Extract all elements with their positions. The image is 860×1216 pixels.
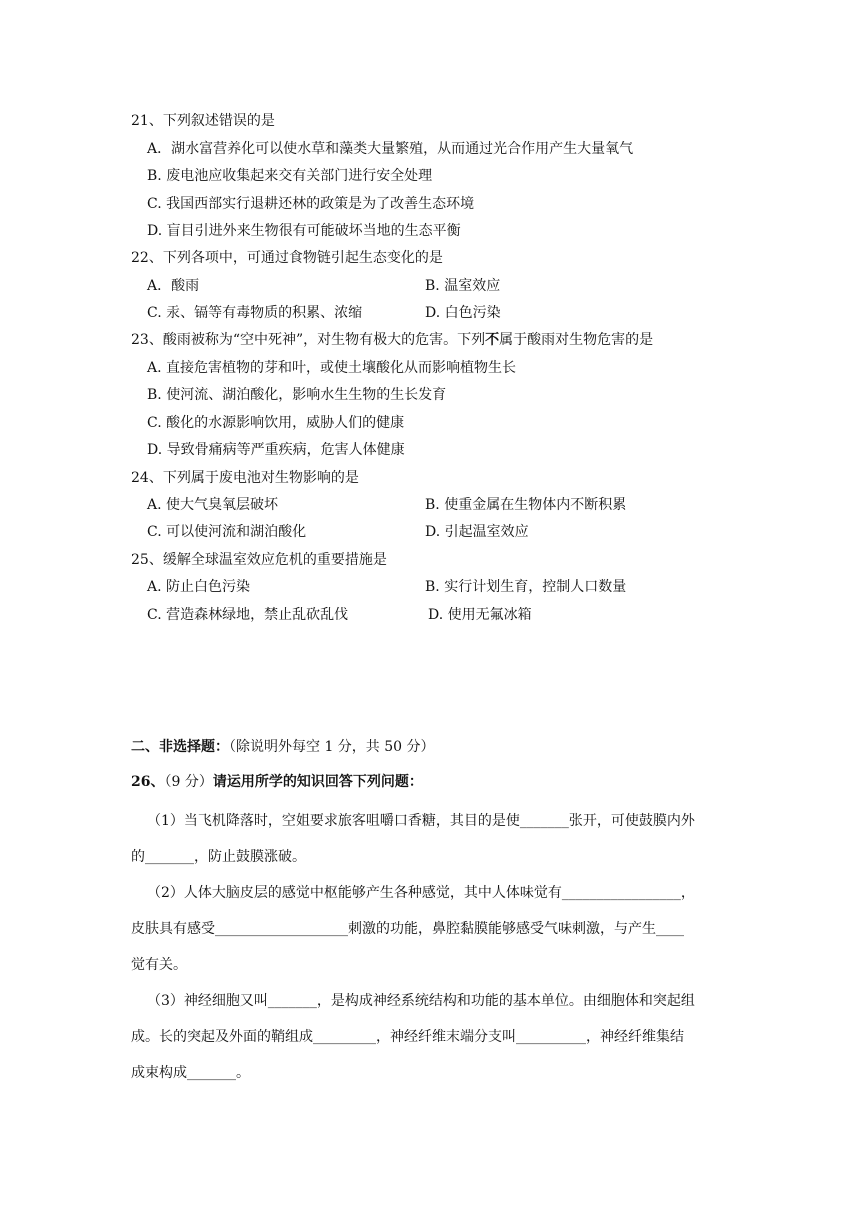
q26-part3-line1: （3）神经细胞又叫_______，是构成神经系统结构和功能的基本单位。由细胞体和突起组 (147, 993, 695, 1009)
q25-option-d: D. 使用无氟冰箱 (428, 607, 532, 623)
q26-part1-line1: （1）当飞机降落时，空姐要求旅客咀嚼口香糖，其目的是使_______张开，可使鼓膜内外 (147, 813, 695, 829)
q21-option-c: C. 我国西部实行退耕还林的政策是为了改善生态环境 (147, 196, 475, 212)
q22-option-d: D. 白色污染 (425, 305, 501, 321)
q21-stem: 21、下列叙述错误的是 (131, 113, 275, 129)
q23-stem (131, 331, 653, 349)
q21-option-b: B. 废电池应收集起来交有关部门进行安全处理 (147, 168, 433, 184)
q26-points: （9 分） (164, 774, 213, 790)
q25-stem: 25、缓解全球温室效应危机的重要措施是 (131, 552, 387, 568)
q22-option-b: B. 温室效应 (425, 278, 501, 294)
q26-part2-line1: （2）人体大脑皮层的感觉中枢能够产生各种感觉，其中人体味觉有_________________， (147, 885, 695, 901)
q25-option-c: C. 营造森林绿地，禁止乱砍乱伐 (147, 607, 349, 623)
q26-part3-line2: 成。长的突起及外面的鞘组成_________，神经纤维末端分支叫__________，神经纤维集结 (131, 1029, 684, 1045)
q24-option-d: D. 引起温室效应 (425, 524, 529, 540)
q23-option-c: C. 酸化的水源影响饮用，威胁人们的健康 (147, 415, 405, 431)
q25-option-b: B. 实行计划生育，控制人口数量 (425, 579, 627, 595)
q26-num: 26、 (131, 774, 165, 790)
q24-option-c: C. 可以使河流和湖泊酸化 (147, 524, 307, 540)
q26-stem: 请运用所学的知识回答下列问题： (212, 774, 423, 790)
q24-option-b: B. 使重金属在生物体内不断积累 (425, 497, 627, 513)
q22-stem: 22、下列各项中，可通过食物链引起生态变化的是 (131, 250, 443, 266)
q23-stem-post: 属于酸雨对生物危害的是 (499, 332, 654, 348)
section2-heading (131, 738, 435, 756)
q24-option-a: A. 使大气臭氧层破坏 (147, 497, 279, 513)
q25-option-a: A. 防止白色污染 (147, 579, 251, 595)
q26-part3-line3: 成束构成_______。 (131, 1065, 250, 1081)
q23-option-a: A. 直接危害植物的芽和叶，或使土壤酸化从而影响植物生长 (147, 360, 517, 376)
q26-part1-line2: 的_______，防止鼓膜涨破。 (131, 849, 306, 865)
q23-option-b: B. 使河流、湖泊酸化，影响水生生物的生长发育 (147, 387, 447, 403)
q21-option-a: A．湖水富营养化可以使水草和藻类大量繁殖，从而通过光合作用产生大量氧气 (147, 141, 634, 157)
q24-stem: 24、下列属于废电池对生物影响的是 (131, 470, 359, 486)
q23-option-d: D. 导致骨痛病等严重疾病，危害人体健康 (147, 442, 405, 458)
q23-stem-bold: 不 (485, 332, 500, 348)
q26-part2-line3: 觉有关。 (131, 957, 187, 973)
q26-heading (131, 773, 423, 791)
q22-option-c: C. 汞、镉等有毒物质的积累、浓缩 (147, 305, 363, 321)
q21-option-d: D. 盲目引进外来生物很有可能破坏当地的生态平衡 (147, 223, 461, 239)
q26-part2-line2: 皮肤具有感受___________________刺激的功能，鼻腔黏膜能够感受气味刺激，与产生____ (131, 921, 684, 937)
section2-title: 二、非选择题： (131, 739, 229, 755)
q22-option-a: A．酸雨 (147, 278, 200, 294)
q23-stem-pre: 23、酸雨被称为“空中死神”，对生物有极大的危害。下列 (131, 332, 486, 348)
section2-note: （除说明外每空 1 分，共 50 分） (229, 739, 435, 755)
